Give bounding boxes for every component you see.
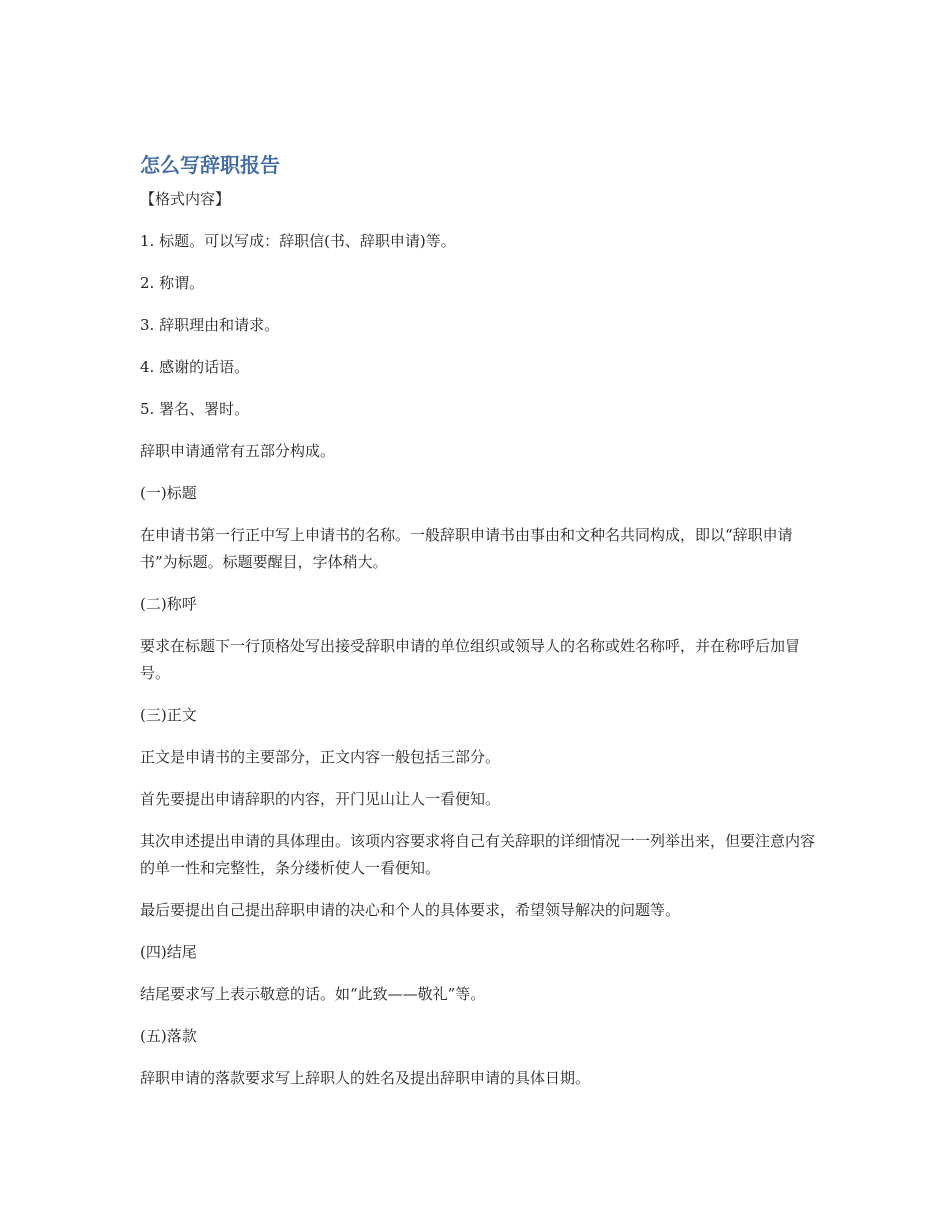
paragraph-body-first: 首先要提出申请辞职的内容，开门见山让人一看便知。 [140, 790, 501, 808]
section-heading-closing: (四)结尾 [140, 943, 197, 961]
paragraph-format-heading: 【格式内容】 [140, 190, 231, 208]
paragraph-item-4: 4. 感谢的话语。 [140, 358, 250, 376]
section-heading-salutation: (二)称呼 [140, 595, 197, 613]
paragraph-title-desc: 在申请书第一行正中写上申请书的名称。一般辞职申请书由事由和文种名共同构成，即以“辞职申请书”为标题。标题要醒目，字体稍大。 [140, 526, 793, 571]
document-title: 怎么写辞职报告 [140, 153, 280, 177]
paragraph-body-second: 其次申述提出申请的具体理由。该项内容要求将自己有关辞职的详细情况一一列举出来，但要注意内容的单一性和完整性，条分缕析使人一看便知。 [140, 832, 816, 877]
paragraph-body-last: 最后要提出自己提出辞职申请的决心和个人的具体要求，希望领导解决的问题等。 [140, 901, 681, 919]
paragraph-item-1: 1. 标题。可以写成：辞职信(书、辞职申请)等。 [140, 232, 456, 250]
paragraph-item-3: 3. 辞职理由和请求。 [140, 316, 280, 334]
paragraph-item-2: 2. 称谓。 [140, 274, 205, 292]
paragraph-salutation-desc: 要求在标题下一行顶格处写出接受辞职申请的单位组织或领导人的名称或姓名称呼，并在称呼后加冒号。 [140, 637, 801, 682]
paragraph-closing-desc: 结尾要求写上表示敬意的话。如“此致——敬礼”等。 [140, 985, 486, 1003]
section-heading-signature: (五)落款 [140, 1027, 197, 1045]
document-page [140, 150, 820, 1107]
paragraph-body-overview: 正文是申请书的主要部分，正文内容一般包括三部分。 [140, 748, 501, 766]
paragraph-item-5: 5. 署名、署时。 [140, 400, 250, 418]
section-heading-body: (三)正文 [140, 706, 197, 724]
paragraph-intro: 辞职申请通常有五部分构成。 [140, 442, 336, 460]
paragraph-signature-desc: 辞职申请的落款要求写上辞职人的姓名及提出辞职申请的具体日期。 [140, 1069, 591, 1087]
section-heading-title: (一)标题 [140, 484, 197, 502]
